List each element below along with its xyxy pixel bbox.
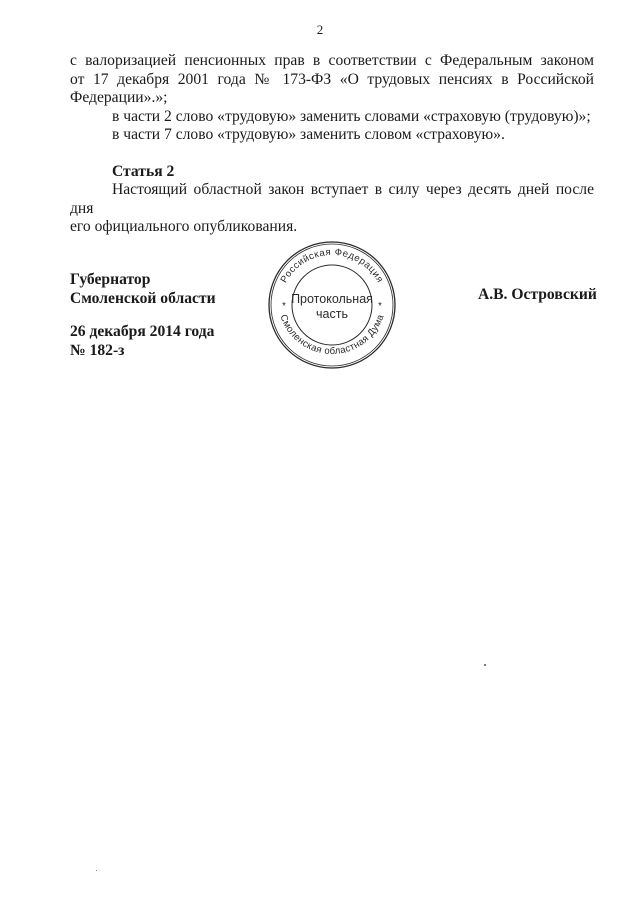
- stamp-center-line: Протокольная: [291, 292, 373, 306]
- paragraph-line: Федерации».»;: [70, 89, 168, 106]
- paragraph-line: Настоящий областной закон вступает в силу через десять дней после дня: [70, 181, 594, 217]
- amendment-item: в части 7 слово «трудовую» заменить словом «страховую».: [112, 126, 505, 143]
- signing-date: 26 декабря 2014 года: [70, 323, 215, 340]
- stamp-bottom-text: Смоленская областная Дума: [277, 312, 387, 358]
- stamp-star-right: *: [378, 301, 382, 312]
- signatory-title: [70, 270, 216, 308]
- amendment-item: в части 2 слово «трудовую» заменить словами «страховую (трудовую)»;: [112, 107, 591, 125]
- scan-speck: [484, 664, 486, 666]
- svg-text:Российская Федерация: [279, 247, 386, 285]
- signatory-title-line: Смоленской области: [70, 290, 216, 307]
- paragraph-line: с валоризацией пенсионных прав в соответствии с Федеральным законом: [70, 52, 594, 69]
- page-number: 2: [316, 22, 324, 37]
- stamp-star-left: *: [282, 301, 286, 312]
- stamp-top-text: Российская Федерация: [278, 246, 386, 285]
- official-stamp: [266, 240, 398, 370]
- stamp-seal-icon: [266, 240, 398, 370]
- law-number: № 182-з: [70, 342, 125, 359]
- stamp-center-line: часть: [316, 307, 348, 321]
- scan-speck: [96, 870, 97, 871]
- signatory-name: А.В. Островский: [478, 286, 597, 303]
- signing-info: [70, 322, 214, 360]
- signatory-title-line: Губернатор: [70, 271, 151, 288]
- paragraph-line: от 17 декабря 2001 года № 173-ФЗ «О трудовых пенсиях в Российской: [70, 70, 594, 88]
- paragraph-line: его официального опубликования.: [70, 218, 298, 235]
- law-text-body: [70, 52, 594, 237]
- article-heading: Статья 2: [112, 162, 175, 180]
